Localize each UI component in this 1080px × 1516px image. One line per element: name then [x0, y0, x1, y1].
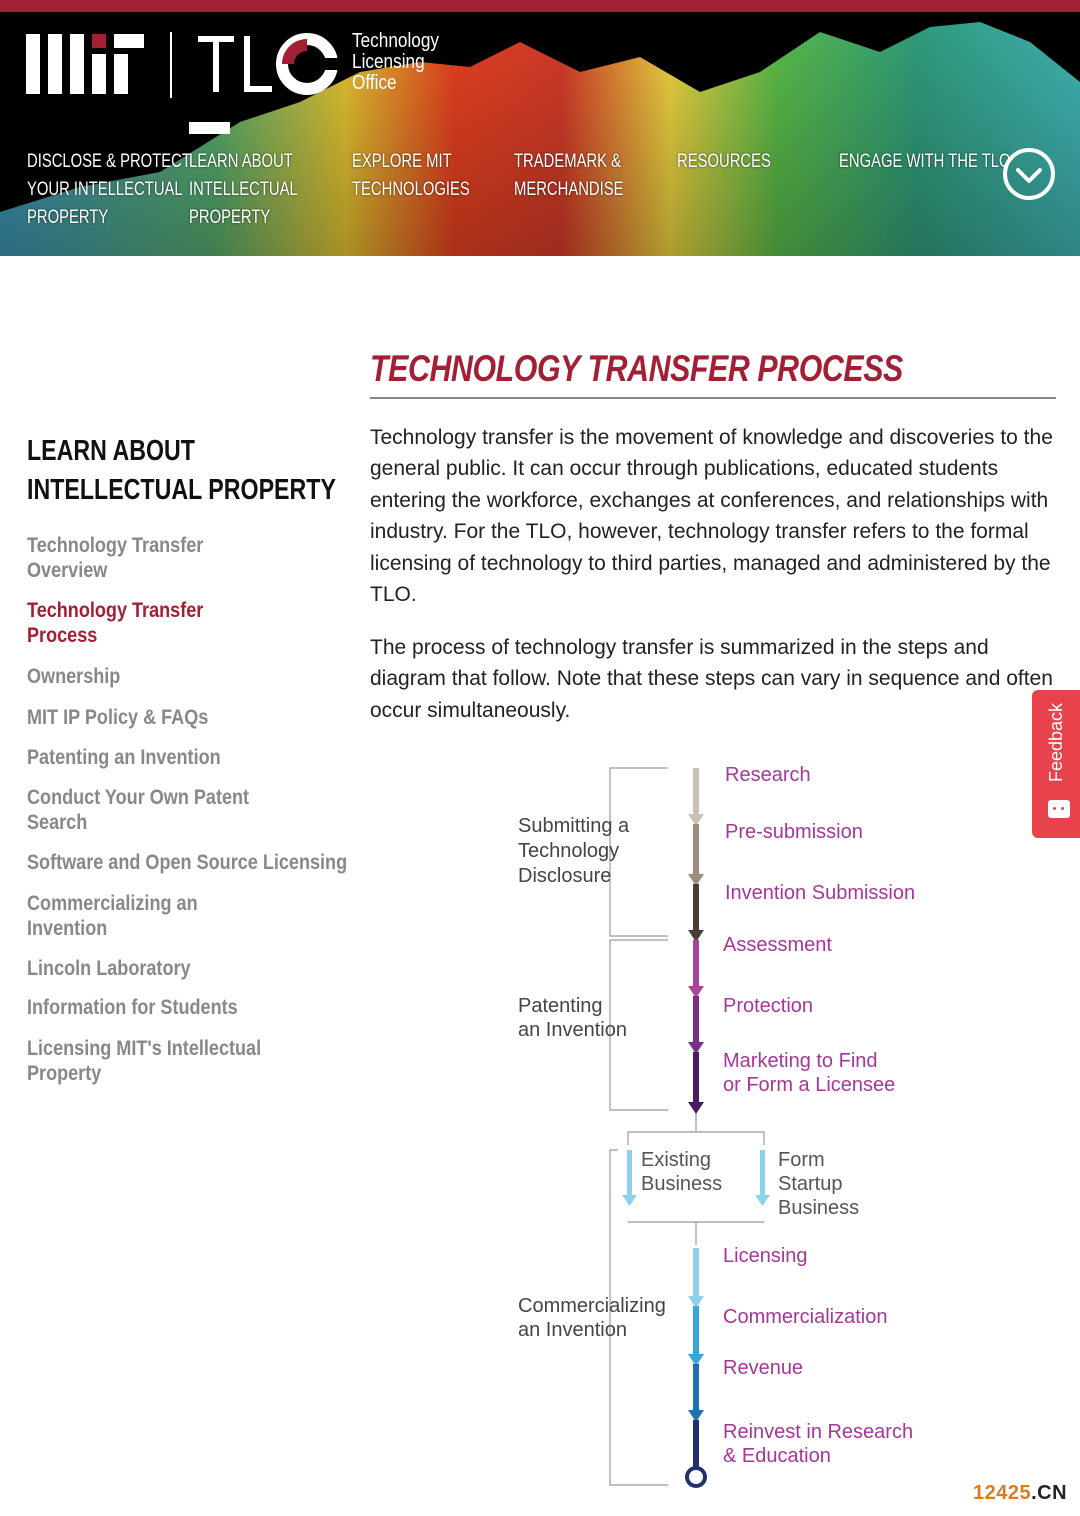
logo-wordmark	[352, 31, 439, 94]
sidebar-item-tech-transfer-process[interactable]: Technology Transfer Process	[27, 599, 204, 647]
branch-bracket	[628, 1132, 764, 1145]
branch-label-line: Startup	[778, 1173, 843, 1195]
logo-text-line: Technology	[352, 30, 440, 52]
step-arrow-segment	[693, 1248, 699, 1302]
group-label-line: Technology	[518, 840, 620, 862]
branch-label-existing-business	[641, 1149, 722, 1195]
step-label-pre-submission	[725, 821, 863, 843]
intro-paragraph: Technology transfer is the movement of knowledge and discoveries to the general public. It can occur through publications, educated students entering the workforce, exchanges at conferences, and relationships with industry. For the TLO, however, technology transfer refers to the formal licensing of technology to third parties, managed and administered by the TLO.	[370, 426, 1053, 607]
step-arrow-segment	[693, 1306, 699, 1360]
step-arrow-segment	[693, 824, 699, 880]
step-arrowhead	[688, 1102, 704, 1114]
nav-disclose-protect[interactable]: DISCLOSE & PROTECT YOUR INTELLECTUAL PROPERTY	[27, 151, 191, 228]
group-label-submitting	[518, 815, 635, 887]
sidebar-item-commercializing[interactable]: Commercializing an Invention	[27, 892, 198, 940]
branch-arrowhead	[755, 1195, 770, 1206]
branch-arrowhead	[622, 1195, 637, 1206]
sidebar-item-students[interactable]: Information for Students	[27, 996, 238, 1019]
group-label-line: Patenting	[518, 995, 603, 1017]
step-arrow-segment	[693, 1052, 699, 1108]
step-label-line: Research	[725, 764, 811, 786]
logo-text-line: Office	[352, 72, 397, 94]
branch-label-line: Business	[641, 1173, 723, 1195]
group-label-line: an Invention	[518, 1319, 627, 1341]
sidebar-item-patent-search[interactable]: Conduct Your Own Patent Search	[27, 786, 250, 834]
feedback-label[interactable]: Feedback	[1046, 702, 1066, 782]
nav-learn-about-ip[interactable]: LEARN ABOUT INTELLECTUAL PROPERTY	[189, 151, 298, 228]
group-label-line: Submitting a	[518, 815, 630, 837]
step-arrow-segment	[693, 996, 699, 1048]
sidebar-heading-line: INTELLECTUAL PROPERTY	[27, 474, 336, 506]
mit-logo[interactable]	[26, 34, 144, 94]
chevron-down-icon[interactable]	[1002, 147, 1056, 201]
sidebar-item-software-licensing[interactable]: Software and Open Source Licensing	[27, 851, 348, 874]
sidebar-item-tech-transfer-overview[interactable]: Technology Transfer Overview	[27, 534, 204, 582]
branch-label-form-startup	[778, 1149, 859, 1219]
branch-arrow-startup	[760, 1150, 765, 1195]
step-arrow-segment	[693, 768, 699, 820]
process-summary-paragraph: The process of technology transfer is summarized in the steps and diagram that follow. Note that these steps can vary in sequence and often occur simultaneously.	[370, 636, 1053, 722]
active-nav-indicator	[189, 122, 230, 134]
step-label-research	[725, 764, 811, 786]
sidebar-heading-line: LEARN ABOUT	[27, 435, 195, 467]
group-label-line: an Invention	[518, 1019, 627, 1041]
step-label-line: Reinvest in Research	[723, 1421, 914, 1443]
step-label-line: Revenue	[723, 1357, 804, 1379]
logo-divider	[170, 32, 172, 98]
step-arrow-segment	[693, 884, 699, 936]
site-header	[0, 12, 1080, 256]
nav-engage-tlo[interactable]: ENGAGE WITH THE TLO	[839, 151, 1011, 172]
tlo-logo[interactable]	[198, 32, 338, 96]
branch-label-line: Form	[778, 1149, 825, 1171]
step-label-line: or Form a Licensee	[723, 1074, 896, 1096]
watermark-prefix: 12425	[973, 1482, 1032, 1504]
nav-explore-technologies[interactable]: EXPLORE MIT TECHNOLOGIES	[352, 151, 470, 200]
step-label-line: Protection	[723, 995, 814, 1017]
step-label-licensing	[723, 1245, 808, 1267]
sidebar-item-patenting[interactable]: Patenting an Invention	[27, 746, 221, 769]
nav-resources[interactable]: RESOURCES	[677, 151, 771, 172]
tech-transfer-process-diagram	[500, 750, 960, 1500]
step-label-assessment	[723, 934, 832, 956]
process-end-marker	[687, 1468, 705, 1486]
group-label-line: Disclosure	[518, 865, 612, 887]
sidebar-item-licensing-ip[interactable]: Licensing MIT's Intellectual Property	[27, 1037, 262, 1085]
step-label-line: Assessment	[723, 934, 832, 956]
step-label-commercialization	[723, 1306, 888, 1328]
step-label-line: Commercialization	[723, 1306, 888, 1328]
group-label-patenting	[518, 995, 627, 1041]
branch-arrow-existing	[627, 1150, 632, 1195]
branch-label-line: Existing	[641, 1149, 712, 1171]
top-accent-bar	[0, 0, 1080, 12]
step-label-line: & Education	[723, 1445, 831, 1467]
group-bracket	[610, 1150, 668, 1485]
logo-text-line: Licensing	[352, 51, 425, 73]
step-label-line: Invention Submission	[725, 882, 916, 904]
watermark	[973, 1482, 1067, 1505]
step-label-line: Marketing to Find	[723, 1050, 878, 1072]
step-label-line: Pre-submission	[725, 821, 863, 843]
sidebar-item-lincoln-lab[interactable]: Lincoln Laboratory	[27, 957, 191, 980]
step-arrow-segment	[693, 1420, 699, 1468]
sidebar-item-ip-policy-faqs[interactable]: MIT IP Policy & FAQs	[27, 706, 209, 729]
smiley-icon[interactable]	[1048, 800, 1070, 818]
page-title: TECHNOLOGY TRANSFER PROCESS	[370, 348, 903, 389]
step-label-invention-submission	[725, 882, 915, 904]
step-arrow-segment	[693, 1364, 699, 1416]
step-label-revenue	[723, 1357, 803, 1379]
sidebar-heading	[27, 432, 336, 510]
step-label-protection	[723, 995, 813, 1017]
step-label-marketing	[723, 1050, 895, 1096]
group-label-line: Commercializing	[518, 1295, 666, 1317]
title-divider	[370, 397, 1056, 399]
group-label-commercializing	[518, 1295, 671, 1341]
step-label-line: Licensing	[723, 1245, 808, 1267]
branch-label-line: Business	[778, 1197, 860, 1219]
step-label-reinvest	[723, 1421, 919, 1467]
sidebar-item-ownership[interactable]: Ownership	[27, 665, 121, 688]
watermark-suffix: .CN	[1031, 1482, 1068, 1504]
nav-trademark-merchandise[interactable]: TRADEMARK & MERCHANDISE	[514, 151, 624, 200]
step-arrow-segment	[693, 940, 699, 992]
